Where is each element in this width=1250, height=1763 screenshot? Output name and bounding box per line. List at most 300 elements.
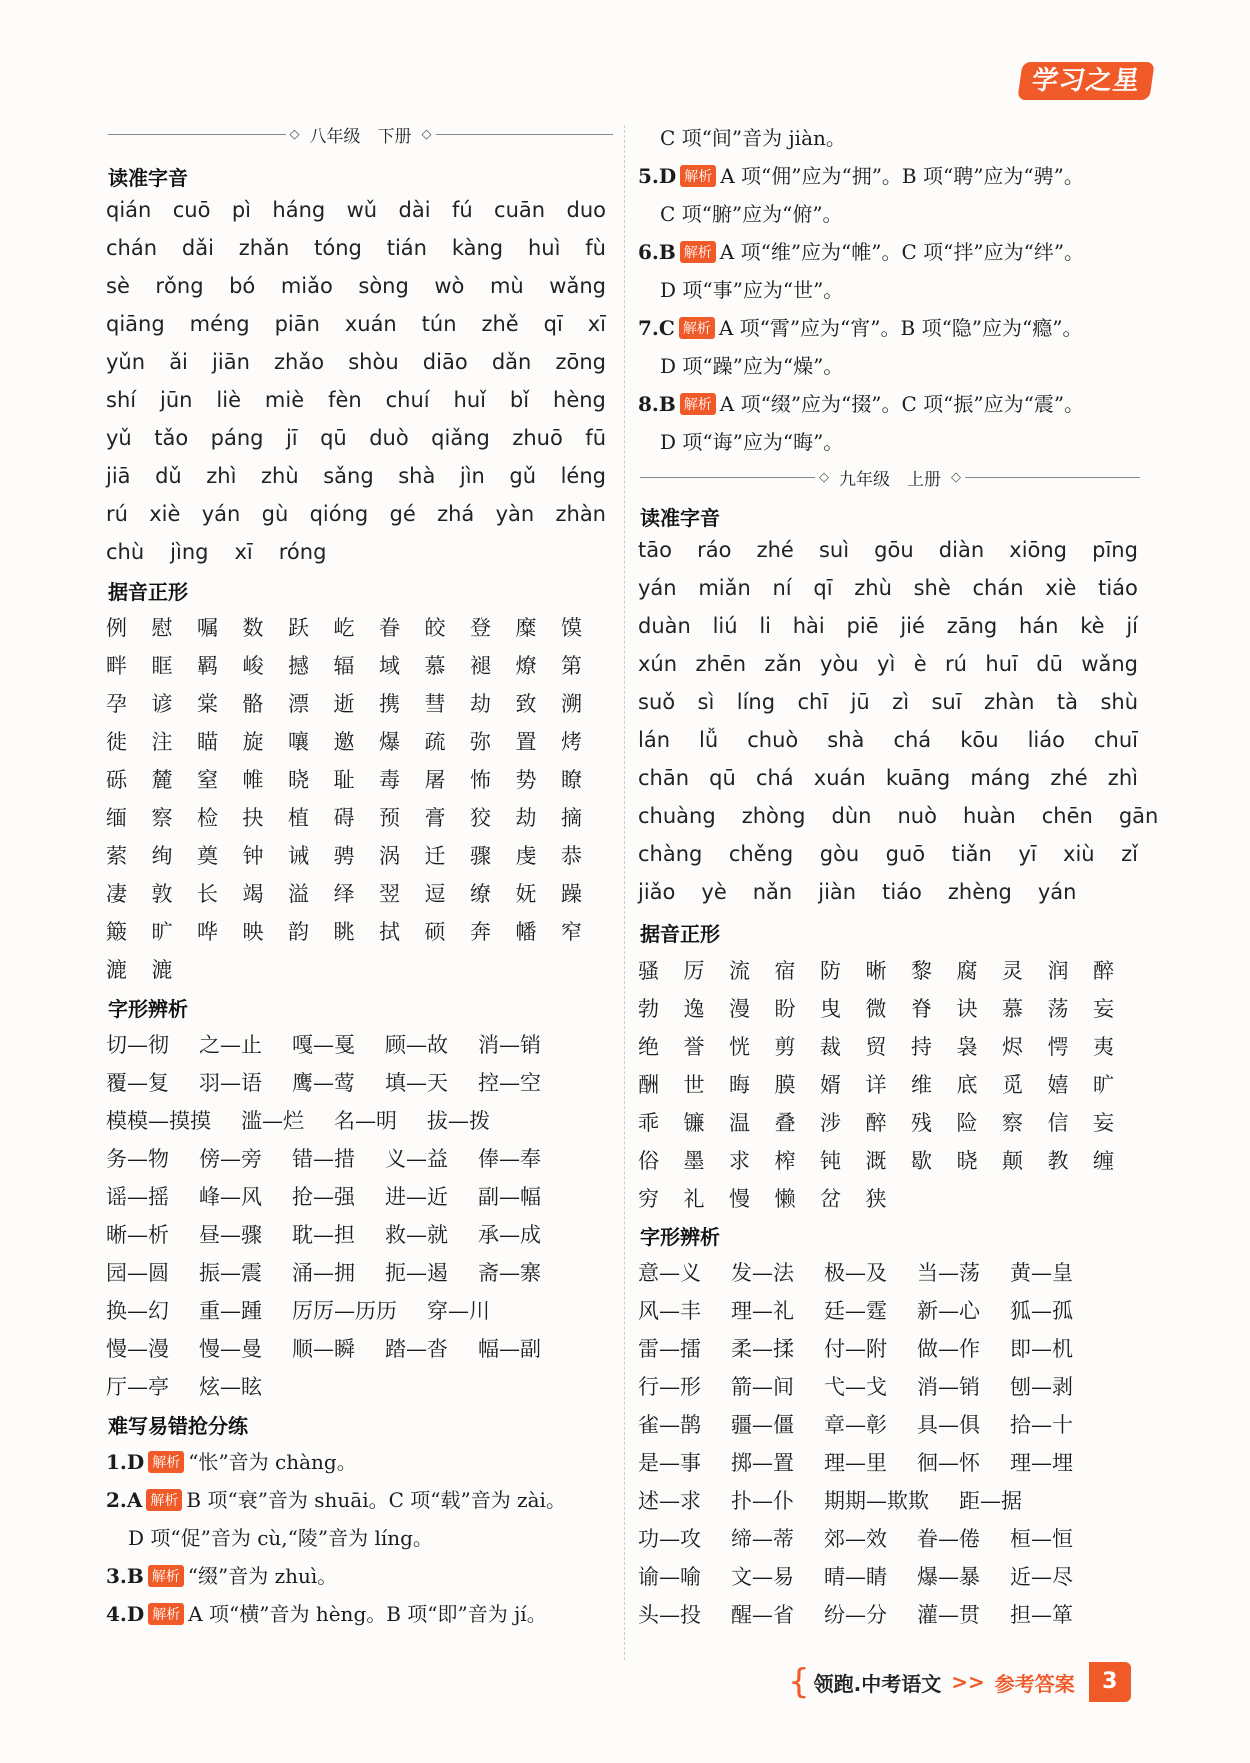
pinyin-syllable: jiān — [212, 350, 250, 374]
char-cell: 映 — [242, 920, 264, 944]
char-cell: 羁 — [197, 654, 218, 678]
pair-item: 刨—剥 — [1010, 1375, 1073, 1399]
char-cell: 晰 — [865, 959, 887, 983]
pinyin-syllable: qiǎng — [431, 426, 490, 450]
pinyin-syllable: duò — [369, 426, 409, 450]
pinyin-row — [106, 312, 606, 336]
char-cell: 逗 — [424, 882, 446, 906]
pinyin-syllable: suǒ — [638, 690, 676, 714]
pinyin-syllable: zhá — [437, 502, 475, 526]
pair-row — [638, 1447, 1103, 1477]
char-cell: 凄 — [106, 882, 127, 906]
pinyin-syllable: yán — [201, 502, 241, 526]
pinyin-syllable: chěng — [728, 842, 794, 866]
char-cell: 缅 — [106, 806, 127, 830]
char-cell: 翌 — [379, 882, 400, 906]
pair-row — [638, 1409, 1103, 1439]
char-cell: 眶 — [151, 654, 173, 678]
pinyin-syllable: tián — [386, 236, 427, 260]
pair-row — [638, 1523, 1103, 1553]
char-cell: 夷 — [1093, 1035, 1114, 1059]
pair-item: 消—销 — [478, 1033, 541, 1057]
heading-form: 据音正形 — [640, 922, 720, 946]
pinyin-row — [638, 766, 1138, 790]
char-row — [638, 1107, 1139, 1137]
pair-item: 模模—摸摸 — [106, 1109, 211, 1133]
answer-text: D 项“事”应为“世”。 — [660, 278, 844, 302]
pinyin-syllable: mù — [489, 274, 524, 298]
pinyin-syllable: xuán — [344, 312, 397, 336]
char-cell: 窄 — [561, 920, 582, 944]
pinyin-syllable: cuān — [494, 198, 546, 222]
pair-item: 距—据 — [959, 1489, 1022, 1513]
char-row — [638, 1183, 911, 1213]
pair-item: 厅—亭 — [106, 1375, 169, 1399]
char-cell: 畔 — [106, 654, 127, 678]
char-cell: 恭 — [561, 844, 582, 868]
pinyin-syllable: jiā — [106, 464, 131, 488]
char-cell: 诀 — [956, 997, 978, 1021]
answer-option: D — [658, 164, 677, 188]
pinyin-syllable: miǎn — [698, 576, 751, 600]
answer-text: A 项“横”音为 hèng。B 项“即”音为 jí。 — [188, 1602, 547, 1626]
pair-item: 理—礼 — [731, 1299, 794, 1323]
pair-item: 名—明 — [334, 1109, 397, 1133]
answer-number: 4. — [106, 1602, 127, 1626]
pinyin-syllable: liáo — [1027, 728, 1065, 752]
pinyin-syllable: hài — [792, 614, 825, 638]
char-cell: 棠 — [197, 692, 218, 716]
pair-item: 弋—戈 — [824, 1375, 887, 1399]
pinyin-syllable: chuí — [385, 388, 430, 412]
pinyin-syllable: nǎn — [752, 880, 793, 904]
char-cell: 簸 — [106, 920, 127, 944]
pinyin-syllable: yè — [701, 880, 727, 904]
char-cell: 诫 — [288, 844, 309, 868]
pinyin-syllable: fèn — [328, 388, 362, 412]
analysis-tag: 解析 — [680, 393, 716, 415]
char-cell: 峻 — [242, 654, 264, 678]
pinyin-syllable: duo — [566, 198, 606, 222]
pair-item: 雷—擂 — [638, 1337, 701, 1361]
pinyin-syllable: jūn — [160, 388, 193, 412]
pair-item: 傍—旁 — [199, 1147, 262, 1171]
heading-shape: 字形辨析 — [108, 997, 188, 1021]
pinyin-syllable: kuāng — [885, 766, 951, 790]
answer-text: B 项“衰”音为 shuāi。C 项“载”音为 zài。 — [186, 1488, 566, 1512]
pinyin-syllable: chēn — [1041, 804, 1093, 828]
pair-item: 灌—贯 — [917, 1603, 980, 1627]
pinyin-syllable: shù — [1100, 690, 1138, 714]
pinyin-syllable: yī — [1018, 842, 1037, 866]
pinyin-syllable: kōu — [960, 728, 999, 752]
char-cell: 温 — [729, 1111, 750, 1135]
pair-item: 柔—揉 — [731, 1337, 794, 1361]
char-cell: 旋 — [242, 730, 264, 754]
pinyin-syllable: zhàn — [555, 502, 606, 526]
registered-mark: ® — [1143, 62, 1154, 75]
pinyin-syllable: jī — [285, 426, 298, 450]
char-cell: 绝 — [638, 1035, 659, 1059]
pinyin-row — [638, 538, 1138, 562]
pair-row — [106, 1143, 571, 1173]
pinyin-syllable: zāng — [946, 614, 998, 638]
char-cell: 妩 — [515, 882, 537, 906]
char-cell: 域 — [379, 654, 400, 678]
pinyin-syllable: chán — [972, 576, 1024, 600]
pinyin-syllable: guō — [885, 842, 926, 866]
pinyin-syllable: jiǎo — [638, 880, 676, 904]
pinyin-row — [638, 690, 1138, 714]
char-cell: 誉 — [683, 1035, 705, 1059]
char-cell: 彗 — [424, 692, 446, 716]
answer-line — [660, 350, 843, 379]
char-cell: 信 — [1047, 1111, 1069, 1135]
pinyin-syllable: xī — [587, 312, 606, 336]
char-cell: 毒 — [379, 768, 400, 792]
char-cell: 耻 — [333, 768, 355, 792]
pinyin-row — [106, 350, 606, 374]
char-cell: 岔 — [820, 1187, 841, 1211]
pinyin-syllable: jiàn — [818, 880, 857, 904]
char-cell: 携 — [379, 692, 400, 716]
pair-item: 耽—担 — [292, 1223, 355, 1247]
pair-item: 晴—睛 — [824, 1565, 887, 1589]
pair-item: 嘎—戛 — [292, 1033, 355, 1057]
char-cell: 晦 — [729, 1073, 750, 1097]
pinyin-syllable: dǎi — [181, 236, 214, 260]
answer-text: C 项“腑”应为“俯”。 — [660, 202, 843, 226]
pair-item: 章—彰 — [824, 1413, 887, 1437]
char-cell: 嬉 — [1047, 1073, 1069, 1097]
char-cell: 长 — [197, 882, 218, 906]
pair-item: 承—成 — [478, 1223, 541, 1247]
pinyin-syllable: xiè — [149, 502, 181, 526]
pinyin-syllable: bó — [229, 274, 256, 298]
pair-item: 切—彻 — [106, 1033, 169, 1057]
char-cell: 绎 — [333, 882, 355, 906]
pair-item: 文—易 — [731, 1565, 794, 1589]
pinyin-syllable: gù — [261, 502, 289, 526]
pair-item: 鹰—莺 — [292, 1071, 355, 1095]
char-cell: 绚 — [151, 844, 173, 868]
char-cell: 流 — [729, 959, 750, 983]
answer-line — [638, 160, 1084, 189]
answer-option: B — [658, 392, 676, 416]
char-cell: 厉 — [683, 959, 705, 983]
pinyin-syllable: zhù — [261, 464, 299, 488]
pair-item: 顾—故 — [385, 1033, 448, 1057]
char-cell: 燎 — [515, 654, 537, 678]
char-row — [106, 650, 607, 680]
char-cell: 持 — [911, 1035, 932, 1059]
pair-item: 当—荡 — [917, 1261, 980, 1285]
char-cell: 馍 — [561, 616, 582, 640]
pinyin-syllable: zǎn — [764, 652, 802, 676]
pinyin-syllable: huì — [527, 236, 561, 260]
pinyin-syllable: suì — [818, 538, 850, 562]
answer-line — [660, 274, 843, 303]
pinyin-syllable: zhòng — [741, 804, 806, 828]
char-cell: 叠 — [774, 1111, 796, 1135]
pinyin-syllable: cuō — [172, 198, 211, 222]
char-cell: 拭 — [379, 920, 400, 944]
pair-item: 桓—恒 — [1010, 1527, 1073, 1551]
pinyin-syllable: tà — [1056, 690, 1079, 714]
pair-row — [106, 1105, 520, 1135]
pinyin-syllable: zhuō — [512, 426, 563, 450]
pair-item: 新—心 — [917, 1299, 980, 1323]
section-rule-grade8: ◇ 八年级 下册 ◇ — [108, 123, 613, 145]
pinyin-syllable: chá — [893, 728, 932, 752]
pinyin-syllable: chuò — [747, 728, 799, 752]
pinyin-syllable: jí — [1126, 614, 1138, 638]
pinyin-syllable: piān — [274, 312, 320, 336]
pinyin-row — [106, 236, 606, 260]
pair-row — [638, 1485, 1052, 1515]
pair-item: 涌—拥 — [292, 1261, 355, 1285]
answer-text: “缀”音为 zhuì。 — [187, 1564, 338, 1588]
pinyin-syllable: nuò — [897, 804, 937, 828]
answer-line — [106, 1560, 337, 1589]
char-cell: 劫 — [470, 692, 491, 716]
pinyin-row — [638, 614, 1138, 638]
answer-option: C — [658, 316, 675, 340]
char-cell: 觅 — [1002, 1073, 1023, 1097]
pinyin-syllable: tiǎn — [951, 842, 992, 866]
pinyin-syllable: wò — [434, 274, 465, 298]
char-cell: 荡 — [1047, 997, 1069, 1021]
pair-item: 慢—漫 — [106, 1337, 169, 1361]
pinyin-syllable: dài — [398, 198, 431, 222]
heading-shape: 字形辨析 — [640, 1225, 720, 1249]
pair-item: 错—措 — [292, 1147, 355, 1171]
pinyin-syllable: chān — [638, 766, 690, 790]
pair-item: 理—里 — [824, 1451, 887, 1475]
pinyin-syllable: sè — [106, 274, 130, 298]
heading-form: 据音正形 — [108, 580, 188, 604]
pair-item: 期期—欺欺 — [824, 1489, 929, 1513]
char-cell: 曳 — [820, 997, 841, 1021]
pinyin-syllable: lǚ — [699, 728, 719, 752]
pinyin-syllable: qián — [106, 198, 152, 222]
char-cell: 预 — [379, 806, 400, 830]
char-cell: 慕 — [1002, 997, 1023, 1021]
char-cell: 哗 — [197, 920, 218, 944]
char-cell: 袅 — [956, 1035, 978, 1059]
answer-line — [638, 388, 1084, 417]
pinyin-syllable: qū — [320, 426, 347, 450]
char-cell: 漉 — [151, 958, 173, 982]
pinyin-syllable: sòng — [358, 274, 409, 298]
char-cell: 植 — [288, 806, 309, 830]
char-cell: 徙 — [106, 730, 127, 754]
pinyin-syllable: huàn — [962, 804, 1016, 828]
pinyin-row — [638, 576, 1138, 600]
char-cell: 详 — [865, 1073, 887, 1097]
pinyin-syllable: gé — [389, 502, 416, 526]
pair-item: 郊—效 — [824, 1527, 887, 1551]
char-cell: 颠 — [1002, 1149, 1023, 1173]
char-cell: 旷 — [151, 920, 173, 944]
pinyin-syllable: zhě — [481, 312, 519, 336]
pinyin-syllable: zhù — [854, 576, 892, 600]
pair-item: 踏—沓 — [385, 1337, 448, 1361]
pair-item: 拔—拨 — [427, 1109, 490, 1133]
pinyin-syllable: chù — [106, 540, 145, 564]
pinyin-syllable: miǎo — [280, 274, 333, 298]
pair-row — [638, 1257, 1103, 1287]
answer-line — [106, 1484, 566, 1513]
char-cell: 势 — [515, 768, 537, 792]
pair-item: 羽—语 — [199, 1071, 262, 1095]
pinyin-syllable: dǎn — [491, 350, 532, 374]
pair-item: 副—幅 — [478, 1185, 541, 1209]
pinyin-syllable: páng — [210, 426, 264, 450]
char-cell: 屹 — [333, 616, 355, 640]
char-cell: 孕 — [106, 692, 127, 716]
char-cell: 疏 — [424, 730, 446, 754]
char-cell: 瞭 — [561, 768, 582, 792]
pinyin-syllable: sì — [697, 690, 715, 714]
analysis-tag: 解析 — [680, 241, 716, 263]
char-cell: 逝 — [333, 692, 355, 716]
pair-row — [638, 1295, 1103, 1325]
pair-row — [638, 1561, 1103, 1591]
pinyin-syllable: qiāng — [106, 312, 165, 336]
char-cell: 眷 — [379, 616, 400, 640]
char-cell: 晓 — [288, 768, 309, 792]
section-title: 九年级 上册 — [839, 469, 941, 490]
pinyin-syllable: chuī — [1093, 728, 1138, 752]
char-cell: 旷 — [1093, 1073, 1114, 1097]
pinyin-syllable: zì — [892, 690, 910, 714]
answer-line — [660, 122, 846, 151]
pinyin-syllable: yàn — [495, 502, 535, 526]
char-row — [638, 1145, 1139, 1175]
pinyin-syllable: yǔ — [106, 426, 132, 450]
column-divider — [624, 125, 625, 1660]
char-cell: 置 — [515, 730, 537, 754]
char-cell: 缭 — [470, 882, 491, 906]
pinyin-syllable: hèng — [553, 388, 606, 412]
pinyin-row — [106, 464, 606, 488]
pinyin-syllable: fù — [585, 236, 606, 260]
pinyin-syllable: qī — [813, 576, 833, 600]
pinyin-syllable: zhì — [206, 464, 237, 488]
pair-item: 风—丰 — [638, 1299, 701, 1323]
char-cell: 敦 — [151, 882, 173, 906]
char-cell: 涉 — [820, 1111, 841, 1135]
pinyin-syllable: pīng — [1092, 538, 1138, 562]
pair-row — [638, 1599, 1103, 1629]
pinyin-row — [638, 880, 1138, 904]
char-cell: 润 — [1047, 959, 1069, 983]
pair-item: 幅—副 — [478, 1337, 541, 1361]
pinyin-syllable: zhì — [1107, 766, 1138, 790]
char-cell: 愕 — [1047, 1035, 1069, 1059]
pinyin-syllable: wǎng — [549, 274, 606, 298]
char-cell: 骤 — [470, 844, 491, 868]
pinyin-syllable: róng — [278, 540, 327, 564]
pinyin-row — [638, 652, 1138, 676]
char-cell: 眺 — [333, 920, 355, 944]
pinyin-syllable: diàn — [938, 538, 985, 562]
pair-item: 缔—蒂 — [731, 1527, 794, 1551]
answer-number: 3. — [106, 1564, 127, 1588]
answer-text: D 项“诲”应为“晦”。 — [660, 430, 844, 454]
pair-row — [106, 1219, 571, 1249]
pinyin-syllable: chá — [755, 766, 794, 790]
answer-option: D — [126, 1602, 145, 1626]
pair-item: 斋—寨 — [478, 1261, 541, 1285]
analysis-tag: 解析 — [680, 165, 716, 187]
char-cell: 骼 — [242, 692, 264, 716]
char-cell: 剪 — [774, 1035, 796, 1059]
char-cell: 穷 — [638, 1187, 659, 1211]
char-cell: 溉 — [865, 1149, 887, 1173]
pinyin-syllable: yán — [638, 576, 677, 600]
analysis-tag: 解析 — [146, 1489, 182, 1511]
pinyin-syllable: zōng — [555, 350, 606, 374]
answer-text: A 项“佣”应为“拥”。B 项“聘”应为“骋”。 — [720, 164, 1084, 188]
pinyin-syllable: gōu — [874, 538, 914, 562]
answer-number: 8. — [638, 392, 659, 416]
char-cell: 劫 — [515, 806, 537, 830]
pair-item: 即—机 — [1010, 1337, 1073, 1361]
pinyin-syllable: qī — [543, 312, 563, 336]
char-cell: 维 — [911, 1073, 932, 1097]
pinyin-syllable: xiè — [1045, 576, 1077, 600]
pinyin-syllable: tāo — [638, 538, 672, 562]
pair-item: 换—幻 — [106, 1299, 169, 1323]
analysis-tag: 解析 — [679, 317, 715, 339]
pair-item: 振—震 — [199, 1261, 262, 1285]
pinyin-syllable: fū — [585, 426, 606, 450]
char-cell: 察 — [1002, 1111, 1023, 1135]
section-title: 八年级 下册 — [309, 126, 412, 147]
answer-number: 5. — [638, 164, 659, 188]
pair-item: 穿—川 — [427, 1299, 490, 1323]
pair-item: 填—天 — [385, 1071, 448, 1095]
char-cell: 涡 — [379, 844, 400, 868]
char-cell: 勃 — [638, 997, 659, 1021]
pinyin-syllable: qióng — [309, 502, 369, 526]
pinyin-syllable: wǎng — [1081, 652, 1138, 676]
answer-text: D 项“促”音为 cù,“陵”音为 líng。 — [128, 1526, 433, 1550]
char-cell: 窒 — [197, 768, 218, 792]
pinyin-syllable: xiù — [1063, 842, 1095, 866]
char-cell: 狡 — [470, 806, 491, 830]
char-cell: 麓 — [151, 768, 173, 792]
char-cell: 数 — [242, 616, 264, 640]
pair-item: 疆—僵 — [731, 1413, 794, 1437]
pair-item: 义—益 — [385, 1147, 448, 1171]
pair-item: 晰—析 — [106, 1223, 169, 1247]
pinyin-syllable: bǐ — [509, 388, 530, 412]
pinyin-syllable: gòu — [819, 842, 860, 866]
pair-item: 之—止 — [199, 1033, 262, 1057]
char-cell: 骋 — [333, 844, 355, 868]
char-cell: 裁 — [820, 1035, 841, 1059]
pinyin-syllable: miè — [264, 388, 305, 412]
pair-item: 徊—怀 — [917, 1451, 980, 1475]
pinyin-syllable: zhé — [756, 538, 794, 562]
pinyin-syllable: xī — [234, 540, 253, 564]
pair-item: 慢—曼 — [199, 1337, 262, 1361]
char-cell: 灵 — [1002, 959, 1023, 983]
pinyin-syllable: ǎi — [169, 350, 188, 374]
